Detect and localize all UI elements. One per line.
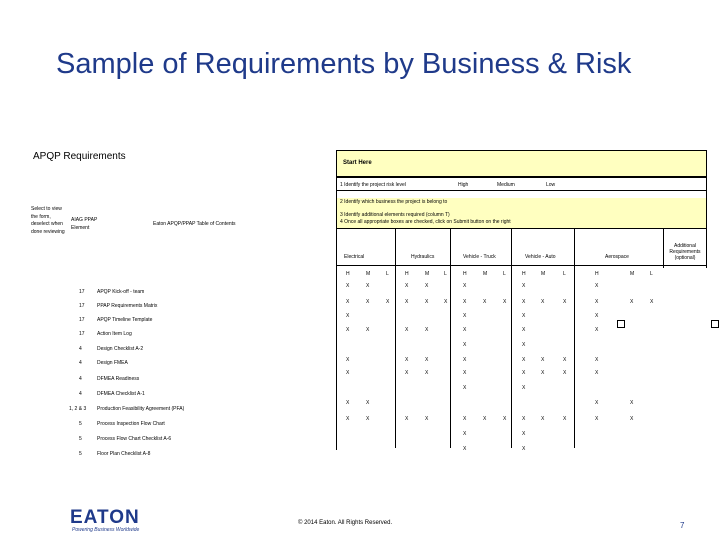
logo-tagline: Powering Business Worldwide bbox=[72, 527, 140, 533]
row-label: Design Checklist A-2 bbox=[97, 346, 144, 352]
hml-m: M bbox=[483, 271, 488, 277]
grid-line bbox=[574, 228, 575, 448]
cell-mark: X bbox=[522, 357, 526, 363]
instruction-2: 2 Identify which business the project is belong to bbox=[340, 199, 448, 205]
cell-mark: X bbox=[595, 370, 599, 376]
submit-checkbox[interactable] bbox=[617, 320, 625, 328]
risk-medium: Medium bbox=[497, 182, 515, 188]
hml-h: H bbox=[522, 271, 526, 277]
cell-mark: X bbox=[503, 416, 507, 422]
grid-line bbox=[663, 228, 664, 268]
cell-mark: X bbox=[425, 299, 429, 305]
cell-mark: X bbox=[463, 357, 467, 363]
cell-mark: X bbox=[463, 313, 467, 319]
row-label: Action Item Log bbox=[97, 331, 132, 337]
grid-line bbox=[706, 150, 707, 268]
cell-mark: X bbox=[522, 385, 526, 391]
hml-m: M bbox=[630, 271, 635, 277]
cell-mark: X bbox=[425, 283, 429, 289]
row-label: PPAP Requirements Matrix bbox=[97, 303, 158, 309]
cell-mark: X bbox=[650, 299, 654, 305]
grid-line bbox=[450, 228, 451, 448]
eaton-logo: EATON bbox=[70, 507, 140, 528]
grid-line bbox=[336, 150, 337, 450]
copyright-footer: © 2014 Eaton. All Rights Reserved. bbox=[298, 520, 393, 526]
cell-mark: X bbox=[405, 370, 409, 376]
cell-mark: X bbox=[483, 416, 487, 422]
row-code: 17 bbox=[79, 289, 85, 295]
row-code: 17 bbox=[79, 317, 85, 323]
cell-mark: X bbox=[405, 327, 409, 333]
hml-m: M bbox=[541, 271, 546, 277]
instruction-4: 4 Once all appropriate boxes are checked, click on Submit button on the right bbox=[340, 219, 511, 225]
cell-mark: X bbox=[463, 342, 467, 348]
hml-l: L bbox=[444, 271, 447, 277]
cell-mark: X bbox=[425, 416, 429, 422]
start-here-row bbox=[336, 150, 707, 177]
cell-mark: X bbox=[405, 416, 409, 422]
cell-mark: X bbox=[405, 299, 409, 305]
cell-mark: X bbox=[346, 400, 350, 406]
grid-line bbox=[336, 228, 707, 229]
page-number: 7 bbox=[680, 521, 685, 530]
row-code: 4 bbox=[79, 376, 82, 382]
cell-mark: X bbox=[541, 299, 545, 305]
row-code: 5 bbox=[79, 421, 82, 427]
cell-mark: X bbox=[522, 370, 526, 376]
instruction-1: 1 Identify the project risk level bbox=[340, 182, 406, 188]
row-label: Production Feasibility Agreement (PFA) bbox=[97, 406, 185, 412]
cell-mark: X bbox=[541, 357, 545, 363]
cell-mark: X bbox=[346, 313, 350, 319]
grid-line bbox=[336, 177, 707, 178]
hml-h: H bbox=[463, 271, 467, 277]
cell-mark: X bbox=[405, 357, 409, 363]
grid-line bbox=[395, 228, 396, 448]
cell-mark: X bbox=[463, 327, 467, 333]
row-code: 1, 2 & 3 bbox=[69, 406, 87, 412]
hml-h: H bbox=[595, 271, 599, 277]
cell-mark: X bbox=[595, 416, 599, 422]
row-label: Process Inspection Flow Chart bbox=[97, 421, 165, 427]
business-hydraulics: Hydraulics bbox=[411, 254, 435, 260]
section-title: APQP Requirements bbox=[33, 151, 126, 162]
cell-mark: X bbox=[522, 416, 526, 422]
cell-mark: X bbox=[522, 431, 526, 437]
cell-mark: X bbox=[425, 370, 429, 376]
cell-mark: X bbox=[563, 299, 567, 305]
toc-header: Eaton APQP/PPAP Table of Contents bbox=[153, 221, 236, 227]
instruction-3: 3 Identify additional elements required (column T) bbox=[340, 212, 450, 218]
cell-mark: X bbox=[346, 299, 350, 305]
row-label: APQP Kick-off - team bbox=[97, 289, 145, 295]
cell-mark: X bbox=[463, 299, 467, 305]
row-code: 4 bbox=[79, 391, 82, 397]
select-note: Select to view the form, deselect when done reviewing bbox=[31, 206, 65, 235]
aiag-ppap-element-header: AIAG PPAP Element bbox=[71, 217, 98, 231]
cell-mark: X bbox=[563, 370, 567, 376]
cell-mark: X bbox=[425, 327, 429, 333]
cell-mark: X bbox=[366, 299, 370, 305]
cell-mark: X bbox=[630, 400, 634, 406]
cell-mark: X bbox=[463, 416, 467, 422]
hml-l: L bbox=[386, 271, 389, 277]
cell-mark: X bbox=[346, 357, 350, 363]
cell-mark: X bbox=[630, 299, 634, 305]
hml-h: H bbox=[405, 271, 409, 277]
row-label: Floor Plan Checklist A-8 bbox=[97, 451, 151, 457]
cell-mark: X bbox=[541, 416, 545, 422]
additional-requirements-header: Additional Requirements (optional) bbox=[669, 243, 701, 261]
cell-mark: X bbox=[522, 446, 526, 452]
row-label: Design FMEA bbox=[97, 360, 128, 366]
cell-mark: X bbox=[595, 357, 599, 363]
cell-mark: X bbox=[595, 327, 599, 333]
cell-mark: X bbox=[366, 327, 370, 333]
start-here-label: Start Here bbox=[343, 160, 372, 166]
hml-h: H bbox=[346, 271, 350, 277]
cell-mark: X bbox=[346, 370, 350, 376]
business-vehicle-truck: Vehicle - Truck bbox=[463, 254, 496, 260]
cell-mark: X bbox=[463, 385, 467, 391]
row-code: 5 bbox=[79, 451, 82, 457]
row-label: Process Flow Chart Checklist A-6 bbox=[97, 436, 172, 442]
row-code: 17 bbox=[79, 303, 85, 309]
cell-mark: X bbox=[522, 299, 526, 305]
hml-l: L bbox=[563, 271, 566, 277]
business-vehicle-auto: Vehicle - Auto bbox=[525, 254, 556, 260]
cell-mark: X bbox=[463, 446, 467, 452]
cell-mark: X bbox=[463, 431, 467, 437]
row-code: 4 bbox=[79, 346, 82, 352]
cell-mark: X bbox=[595, 299, 599, 305]
cell-mark: X bbox=[444, 299, 448, 305]
hml-l: L bbox=[650, 271, 653, 277]
cell-mark: X bbox=[563, 357, 567, 363]
cell-mark: X bbox=[522, 283, 526, 289]
row-code: 17 bbox=[79, 331, 85, 337]
risk-low: Low bbox=[546, 182, 556, 188]
hml-m: M bbox=[425, 271, 430, 277]
cell-mark: X bbox=[541, 370, 545, 376]
cell-mark: X bbox=[425, 357, 429, 363]
cell-mark: X bbox=[595, 400, 599, 406]
additional-checkbox[interactable] bbox=[711, 320, 719, 328]
cell-mark: X bbox=[595, 313, 599, 319]
cell-mark: X bbox=[522, 313, 526, 319]
grid-line bbox=[336, 190, 707, 191]
hml-m: M bbox=[366, 271, 371, 277]
hml-l: L bbox=[503, 271, 506, 277]
row-code: 5 bbox=[79, 436, 82, 442]
row-label: APQP Timeline Template bbox=[97, 317, 153, 323]
cell-mark: X bbox=[483, 299, 487, 305]
row-label: DFMEA Readiness bbox=[97, 376, 140, 382]
cell-mark: X bbox=[346, 416, 350, 422]
business-electrical: Electrical bbox=[344, 254, 365, 260]
cell-mark: X bbox=[463, 283, 467, 289]
cell-mark: X bbox=[563, 416, 567, 422]
cell-mark: X bbox=[386, 299, 390, 305]
cell-mark: X bbox=[463, 370, 467, 376]
grid-line bbox=[336, 265, 707, 266]
business-aerospace: Aerospace bbox=[605, 254, 629, 260]
cell-mark: X bbox=[522, 327, 526, 333]
slide-title: Sample of Requirements by Business & Risk bbox=[56, 48, 632, 80]
grid-line bbox=[511, 228, 512, 448]
cell-mark: X bbox=[405, 283, 409, 289]
cell-mark: X bbox=[366, 283, 370, 289]
cell-mark: X bbox=[522, 342, 526, 348]
cell-mark: X bbox=[346, 283, 350, 289]
row-label: DFMEA Checklist A-1 bbox=[97, 391, 145, 397]
risk-high: High bbox=[458, 182, 469, 188]
cell-mark: X bbox=[366, 400, 370, 406]
cell-mark: X bbox=[503, 299, 507, 305]
cell-mark: X bbox=[346, 327, 350, 333]
cell-mark: X bbox=[595, 283, 599, 289]
cell-mark: X bbox=[366, 416, 370, 422]
row-code: 4 bbox=[79, 360, 82, 366]
cell-mark: X bbox=[630, 416, 634, 422]
